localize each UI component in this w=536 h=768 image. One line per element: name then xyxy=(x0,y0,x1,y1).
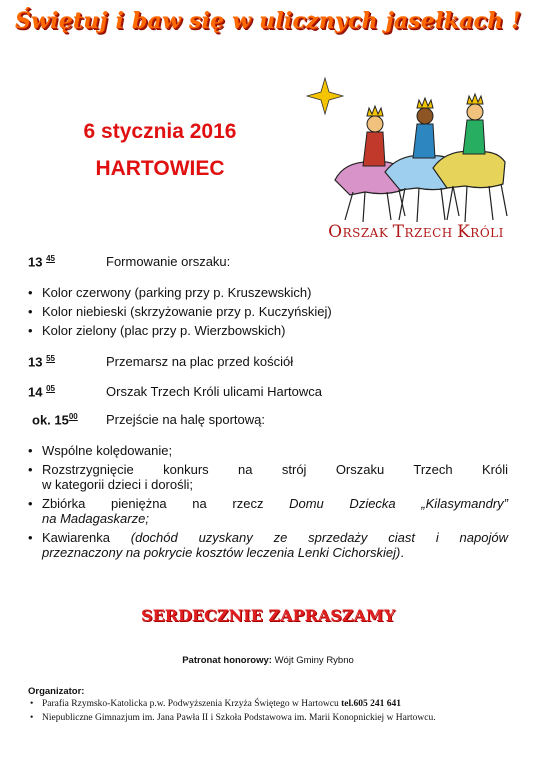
time-4: ok. $15^{00}$ xyxy=(32,412,78,428)
orszak-logo-text: ORSZAK TRZECH KRÓLI xyxy=(328,222,504,242)
star-icon xyxy=(307,78,343,114)
list-item: • Kolor niebieski (skrzyżowanie przy p. Kuczyńskiej) xyxy=(28,304,508,319)
event-place: HARTOWIEC xyxy=(95,157,225,180)
time-1: 13 $^{45}$ xyxy=(28,254,55,270)
organizers-list xyxy=(28,698,516,726)
list-item: • Kolor czerwony (parking przy p. Kruszewskich) xyxy=(28,285,508,300)
list-item: • Rozstrzygnięcie konkurs na strój Orszaku Trzech Króli w kategorii dzieci i dorośli; xyxy=(28,462,508,492)
invitation-heading: SERDECZNIE ZAPRASZAMY xyxy=(140,606,396,625)
banner-title: Świętuj i baw się w ulicznych jasełkach ! xyxy=(14,8,522,34)
time-2: 13 $^{55}$ xyxy=(28,354,55,370)
organizers-heading: Organizator: xyxy=(28,686,85,697)
patronage-line: Patronat honorowy: Wójt Gminy Rybno xyxy=(182,655,354,666)
three-kings-illustration xyxy=(305,70,520,245)
list-item: • Niepubliczne Gimnazjum im. Jana Pawła II i Szkoła Podstawowa im. Marii Konopnickiej w Hartowcu. xyxy=(28,712,516,725)
list-item: • Kawiarenka (dochód uzyskany ze sprzedaży ciast i napojów przeznaczony na pokrycie kosztów leczenia Lenki Cichorskiej). xyxy=(28,530,508,560)
desc-1: Formowanie orszaku: xyxy=(106,254,231,269)
color-groups-list xyxy=(28,285,508,342)
desc-3: Orszak Trzech Króli ulicami Hartowca xyxy=(106,384,322,399)
desc-4: Przejście na halę sportową: xyxy=(106,412,265,427)
king-3 xyxy=(463,94,485,154)
hall-activities-list xyxy=(28,443,508,564)
event-date: 6 stycznia 2016 xyxy=(83,120,237,143)
king-1 xyxy=(363,106,385,166)
king-2 xyxy=(413,98,435,158)
list-item: • Wspólne kolędowanie; xyxy=(28,443,508,458)
time-3: 14 $^{05}$ xyxy=(28,384,55,400)
desc-2: Przemarsz na plac przed kościół xyxy=(106,354,294,369)
list-item: • Parafia Rzymsko-Katolicka p.w. Podwyższenia Krzyża Świętego w Hartowcu tel.605 241 641 xyxy=(28,698,516,711)
list-item: • Zbiórka pieniężna na rzecz Domu Dziecka „Kilasymandry” na Madagaskarze; xyxy=(28,496,508,526)
list-item: • Kolor zielony (plac przy p. Wierzbowskich) xyxy=(28,323,508,338)
